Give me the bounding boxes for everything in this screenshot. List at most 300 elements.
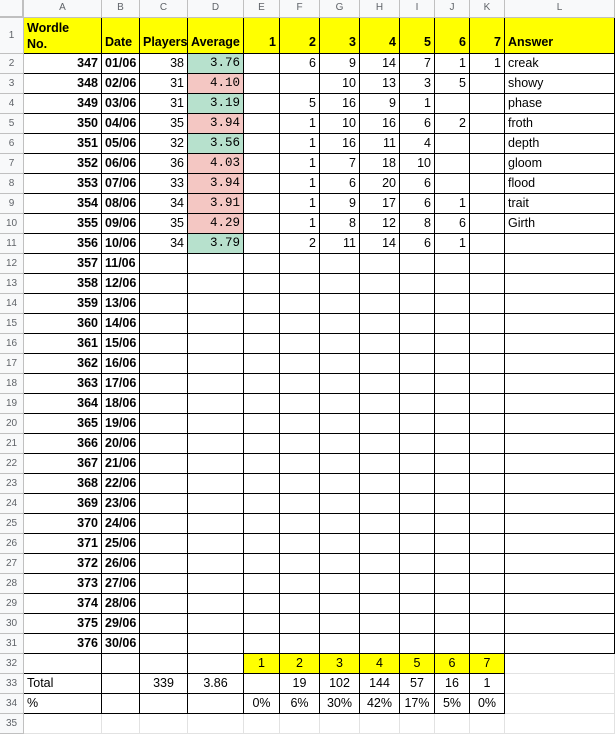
answer-cell[interactable] (505, 294, 615, 314)
guess-7-cell[interactable] (470, 294, 505, 314)
guess-1-cell[interactable] (244, 74, 280, 94)
average-cell[interactable] (188, 574, 244, 594)
row-header[interactable]: 35 (0, 714, 24, 734)
average-cell[interactable] (188, 374, 244, 394)
guess-2-cell[interactable]: 1 (280, 114, 320, 134)
guess-7-cell[interactable] (470, 374, 505, 394)
guess-1-cell[interactable] (244, 374, 280, 394)
average-cell[interactable] (188, 614, 244, 634)
guess-4-cell[interactable] (360, 494, 400, 514)
guess-6-cell[interactable] (435, 474, 470, 494)
guess-3-cell[interactable]: 7 (320, 154, 360, 174)
guess-4-cell[interactable] (360, 534, 400, 554)
guess-2-cell[interactable] (280, 374, 320, 394)
guess-6-cell[interactable] (435, 334, 470, 354)
answer-cell[interactable] (505, 274, 615, 294)
answer-cell[interactable]: showy (505, 74, 615, 94)
empty-cell[interactable] (140, 694, 188, 714)
guess-6-cell[interactable] (435, 454, 470, 474)
empty-cell[interactable] (400, 714, 435, 734)
guess-1-cell[interactable] (244, 274, 280, 294)
empty-cell[interactable] (24, 654, 102, 674)
answer-cell[interactable] (505, 614, 615, 634)
answer-cell[interactable] (505, 394, 615, 414)
guess-3-cell[interactable] (320, 494, 360, 514)
players-cell[interactable] (140, 494, 188, 514)
total-guess-2[interactable]: 19 (280, 674, 320, 694)
answer-cell[interactable]: depth (505, 134, 615, 154)
guess-5-cell[interactable] (400, 594, 435, 614)
guess-6-cell[interactable]: 2 (435, 114, 470, 134)
guess-2-cell[interactable]: 1 (280, 154, 320, 174)
guess-2-cell[interactable] (280, 354, 320, 374)
answer-cell[interactable]: Girth (505, 214, 615, 234)
guess-2-cell[interactable]: 5 (280, 94, 320, 114)
answer-cell[interactable] (505, 354, 615, 374)
column-header-b[interactable]: B (102, 0, 140, 18)
players-cell[interactable]: 32 (140, 134, 188, 154)
guess-5-cell[interactable] (400, 494, 435, 514)
percent-guess-1[interactable]: 0% (244, 694, 280, 714)
guess-1-cell[interactable] (244, 314, 280, 334)
summary-guess-1[interactable]: 1 (244, 654, 280, 674)
row-header[interactable]: 10 (0, 214, 24, 234)
average-cell[interactable] (188, 474, 244, 494)
guess-2-cell[interactable] (280, 614, 320, 634)
guess-4-cell[interactable] (360, 334, 400, 354)
guess-4-cell[interactable]: 17 (360, 194, 400, 214)
players-cell[interactable] (140, 274, 188, 294)
guess-4-cell[interactable]: 20 (360, 174, 400, 194)
guess-3-cell[interactable] (320, 354, 360, 374)
guess-7-cell[interactable] (470, 594, 505, 614)
wordle-number[interactable]: 361 (24, 334, 102, 354)
players-cell[interactable] (140, 434, 188, 454)
guess-7-cell[interactable] (470, 274, 505, 294)
total-guess-1[interactable] (244, 674, 280, 694)
percent-guess-3[interactable]: 30% (320, 694, 360, 714)
wordle-number[interactable]: 366 (24, 434, 102, 454)
guess-7-cell[interactable]: 1 (470, 54, 505, 74)
header-guess-5[interactable]: 5 (400, 18, 435, 54)
guess-7-cell[interactable] (470, 314, 505, 334)
row-header[interactable]: 6 (0, 134, 24, 154)
guess-1-cell[interactable] (244, 114, 280, 134)
wordle-number[interactable]: 356 (24, 234, 102, 254)
date-cell[interactable]: 01/06 (102, 54, 140, 74)
average-cell[interactable]: 4.29 (188, 214, 244, 234)
answer-cell[interactable] (505, 314, 615, 334)
players-cell[interactable] (140, 334, 188, 354)
players-cell[interactable] (140, 474, 188, 494)
total-guess-7[interactable]: 1 (470, 674, 505, 694)
summary-guess-3[interactable]: 3 (320, 654, 360, 674)
guess-2-cell[interactable]: 1 (280, 134, 320, 154)
guess-2-cell[interactable] (280, 254, 320, 274)
average-cell[interactable] (188, 354, 244, 374)
date-cell[interactable]: 02/06 (102, 74, 140, 94)
row-header[interactable]: 4 (0, 94, 24, 114)
guess-2-cell[interactable]: 1 (280, 174, 320, 194)
answer-cell[interactable] (505, 634, 615, 654)
percent-guess-6[interactable]: 5% (435, 694, 470, 714)
guess-3-cell[interactable] (320, 254, 360, 274)
guess-5-cell[interactable] (400, 374, 435, 394)
average-cell[interactable] (188, 274, 244, 294)
guess-6-cell[interactable] (435, 154, 470, 174)
average-cell[interactable] (188, 594, 244, 614)
date-cell[interactable]: 17/06 (102, 374, 140, 394)
empty-cell[interactable] (102, 654, 140, 674)
players-cell[interactable] (140, 454, 188, 474)
guess-6-cell[interactable] (435, 394, 470, 414)
answer-cell[interactable] (505, 374, 615, 394)
row-header[interactable]: 13 (0, 274, 24, 294)
players-cell[interactable]: 33 (140, 174, 188, 194)
guess-4-cell[interactable] (360, 434, 400, 454)
summary-guess-4[interactable]: 4 (360, 654, 400, 674)
guess-4-cell[interactable]: 12 (360, 214, 400, 234)
answer-cell[interactable]: flood (505, 174, 615, 194)
header-guess-6[interactable]: 6 (435, 18, 470, 54)
guess-7-cell[interactable] (470, 94, 505, 114)
guess-4-cell[interactable] (360, 614, 400, 634)
wordle-number[interactable]: 370 (24, 514, 102, 534)
guess-5-cell[interactable] (400, 254, 435, 274)
guess-4-cell[interactable] (360, 634, 400, 654)
average-cell[interactable] (188, 414, 244, 434)
guess-3-cell[interactable] (320, 334, 360, 354)
empty-cell[interactable] (470, 714, 505, 734)
wordle-number[interactable]: 371 (24, 534, 102, 554)
guess-4-cell[interactable] (360, 554, 400, 574)
players-cell[interactable] (140, 634, 188, 654)
guess-3-cell[interactable]: 10 (320, 74, 360, 94)
row-header[interactable]: 5 (0, 114, 24, 134)
guess-5-cell[interactable] (400, 534, 435, 554)
empty-cell[interactable] (505, 714, 615, 734)
guess-1-cell[interactable] (244, 494, 280, 514)
empty-cell[interactable] (140, 714, 188, 734)
guess-6-cell[interactable]: 5 (435, 74, 470, 94)
row-header[interactable]: 9 (0, 194, 24, 214)
guess-6-cell[interactable] (435, 134, 470, 154)
column-header-c[interactable]: C (140, 0, 188, 18)
answer-cell[interactable] (505, 414, 615, 434)
wordle-number[interactable]: 355 (24, 214, 102, 234)
guess-5-cell[interactable]: 6 (400, 174, 435, 194)
wordle-number[interactable]: 365 (24, 414, 102, 434)
players-cell[interactable] (140, 314, 188, 334)
guess-7-cell[interactable] (470, 394, 505, 414)
empty-cell[interactable] (244, 714, 280, 734)
wordle-number[interactable]: 349 (24, 94, 102, 114)
answer-cell[interactable] (505, 454, 615, 474)
guess-3-cell[interactable]: 11 (320, 234, 360, 254)
guess-7-cell[interactable] (470, 254, 505, 274)
answer-cell[interactable] (505, 534, 615, 554)
average-cell[interactable] (188, 454, 244, 474)
wordle-number[interactable]: 350 (24, 114, 102, 134)
average-cell[interactable] (188, 634, 244, 654)
guess-1-cell[interactable] (244, 54, 280, 74)
guess-7-cell[interactable] (470, 114, 505, 134)
guess-7-cell[interactable] (470, 414, 505, 434)
guess-4-cell[interactable] (360, 374, 400, 394)
header-guess-2[interactable]: 2 (280, 18, 320, 54)
guess-6-cell[interactable] (435, 374, 470, 394)
wordle-number[interactable]: 376 (24, 634, 102, 654)
guess-3-cell[interactable] (320, 274, 360, 294)
date-cell[interactable]: 28/06 (102, 594, 140, 614)
date-cell[interactable]: 06/06 (102, 154, 140, 174)
guess-5-cell[interactable] (400, 314, 435, 334)
guess-5-cell[interactable]: 8 (400, 214, 435, 234)
guess-4-cell[interactable]: 18 (360, 154, 400, 174)
total-players[interactable]: 339 (140, 674, 188, 694)
guess-7-cell[interactable] (470, 474, 505, 494)
guess-6-cell[interactable]: 6 (435, 214, 470, 234)
average-cell[interactable] (188, 534, 244, 554)
row-header[interactable]: 24 (0, 494, 24, 514)
row-header[interactable]: 18 (0, 374, 24, 394)
players-cell[interactable] (140, 574, 188, 594)
wordle-number[interactable]: 369 (24, 494, 102, 514)
guess-3-cell[interactable] (320, 314, 360, 334)
date-cell[interactable]: 23/06 (102, 494, 140, 514)
guess-2-cell[interactable]: 2 (280, 234, 320, 254)
guess-1-cell[interactable] (244, 634, 280, 654)
column-header-e[interactable]: E (244, 0, 280, 18)
average-cell[interactable]: 3.56 (188, 134, 244, 154)
guess-7-cell[interactable] (470, 574, 505, 594)
row-header[interactable]: 28 (0, 574, 24, 594)
wordle-number[interactable]: 360 (24, 314, 102, 334)
players-cell[interactable] (140, 294, 188, 314)
guess-1-cell[interactable] (244, 414, 280, 434)
guess-6-cell[interactable]: 1 (435, 54, 470, 74)
guess-3-cell[interactable] (320, 434, 360, 454)
row-header[interactable]: 22 (0, 454, 24, 474)
guess-1-cell[interactable] (244, 594, 280, 614)
guess-6-cell[interactable] (435, 494, 470, 514)
players-cell[interactable]: 31 (140, 94, 188, 114)
guess-2-cell[interactable] (280, 314, 320, 334)
guess-5-cell[interactable] (400, 354, 435, 374)
guess-1-cell[interactable] (244, 434, 280, 454)
guess-2-cell[interactable] (280, 474, 320, 494)
guess-4-cell[interactable] (360, 294, 400, 314)
players-cell[interactable] (140, 594, 188, 614)
guess-3-cell[interactable]: 9 (320, 194, 360, 214)
answer-cell[interactable] (505, 234, 615, 254)
date-cell[interactable]: 05/06 (102, 134, 140, 154)
date-cell[interactable]: 25/06 (102, 534, 140, 554)
answer-cell[interactable]: creak (505, 54, 615, 74)
guess-7-cell[interactable] (470, 634, 505, 654)
guess-1-cell[interactable] (244, 134, 280, 154)
guess-3-cell[interactable] (320, 474, 360, 494)
guess-4-cell[interactable] (360, 254, 400, 274)
guess-7-cell[interactable] (470, 214, 505, 234)
guess-7-cell[interactable] (470, 194, 505, 214)
wordle-number[interactable]: 372 (24, 554, 102, 574)
guess-6-cell[interactable] (435, 354, 470, 374)
guess-5-cell[interactable]: 10 (400, 154, 435, 174)
guess-2-cell[interactable] (280, 554, 320, 574)
header-guess-3[interactable]: 3 (320, 18, 360, 54)
percent-label[interactable]: % (24, 694, 102, 714)
guess-3-cell[interactable]: 10 (320, 114, 360, 134)
guess-7-cell[interactable] (470, 554, 505, 574)
date-cell[interactable]: 04/06 (102, 114, 140, 134)
guess-3-cell[interactable] (320, 454, 360, 474)
date-cell[interactable]: 14/06 (102, 314, 140, 334)
guess-2-cell[interactable]: 6 (280, 54, 320, 74)
guess-1-cell[interactable] (244, 614, 280, 634)
guess-1-cell[interactable] (244, 294, 280, 314)
percent-guess-7[interactable]: 0% (470, 694, 505, 714)
wordle-number[interactable]: 367 (24, 454, 102, 474)
guess-1-cell[interactable] (244, 94, 280, 114)
guess-1-cell[interactable] (244, 574, 280, 594)
guess-3-cell[interactable]: 16 (320, 94, 360, 114)
average-cell[interactable] (188, 494, 244, 514)
guess-4-cell[interactable]: 9 (360, 94, 400, 114)
wordle-number[interactable]: 358 (24, 274, 102, 294)
wordle-number[interactable]: 348 (24, 74, 102, 94)
guess-7-cell[interactable] (470, 534, 505, 554)
summary-guess-7[interactable]: 7 (470, 654, 505, 674)
guess-3-cell[interactable] (320, 514, 360, 534)
players-cell[interactable]: 35 (140, 114, 188, 134)
header-average[interactable]: Average (188, 18, 244, 54)
guess-3-cell[interactable] (320, 614, 360, 634)
summary-guess-6[interactable]: 6 (435, 654, 470, 674)
row-header[interactable]: 1 (0, 18, 24, 54)
guess-4-cell[interactable]: 14 (360, 234, 400, 254)
players-cell[interactable] (140, 554, 188, 574)
guess-7-cell[interactable] (470, 354, 505, 374)
guess-6-cell[interactable] (435, 254, 470, 274)
percent-guess-4[interactable]: 42% (360, 694, 400, 714)
answer-cell[interactable]: phase (505, 94, 615, 114)
guess-5-cell[interactable] (400, 514, 435, 534)
header-guess-1[interactable]: 1 (244, 18, 280, 54)
row-header[interactable]: 11 (0, 234, 24, 254)
guess-6-cell[interactable] (435, 94, 470, 114)
total-guess-5[interactable]: 57 (400, 674, 435, 694)
total-guess-4[interactable]: 144 (360, 674, 400, 694)
column-header-h[interactable]: H (360, 0, 400, 18)
guess-7-cell[interactable] (470, 514, 505, 534)
guess-2-cell[interactable] (280, 534, 320, 554)
guess-2-cell[interactable] (280, 494, 320, 514)
guess-1-cell[interactable] (244, 174, 280, 194)
players-cell[interactable]: 38 (140, 54, 188, 74)
wordle-number[interactable]: 359 (24, 294, 102, 314)
players-cell[interactable]: 34 (140, 194, 188, 214)
guess-4-cell[interactable] (360, 274, 400, 294)
guess-6-cell[interactable] (435, 534, 470, 554)
wordle-number[interactable]: 368 (24, 474, 102, 494)
guess-2-cell[interactable] (280, 634, 320, 654)
row-header[interactable]: 15 (0, 314, 24, 334)
guess-1-cell[interactable] (244, 194, 280, 214)
guess-1-cell[interactable] (244, 454, 280, 474)
row-header[interactable]: 19 (0, 394, 24, 414)
header-players[interactable]: Players (140, 18, 188, 54)
answer-cell[interactable] (505, 514, 615, 534)
guess-1-cell[interactable] (244, 394, 280, 414)
average-cell[interactable]: 4.10 (188, 74, 244, 94)
guess-3-cell[interactable] (320, 574, 360, 594)
guess-6-cell[interactable] (435, 614, 470, 634)
date-cell[interactable]: 18/06 (102, 394, 140, 414)
empty-cell[interactable] (505, 694, 615, 714)
guess-6-cell[interactable] (435, 574, 470, 594)
guess-6-cell[interactable]: 1 (435, 234, 470, 254)
guess-6-cell[interactable] (435, 274, 470, 294)
row-header[interactable]: 31 (0, 634, 24, 654)
guess-7-cell[interactable] (470, 174, 505, 194)
date-cell[interactable]: 19/06 (102, 414, 140, 434)
percent-guess-5[interactable]: 17% (400, 694, 435, 714)
average-cell[interactable] (188, 554, 244, 574)
guess-7-cell[interactable] (470, 134, 505, 154)
guess-6-cell[interactable] (435, 174, 470, 194)
guess-4-cell[interactable] (360, 574, 400, 594)
guess-6-cell[interactable] (435, 514, 470, 534)
guess-3-cell[interactable] (320, 374, 360, 394)
average-cell[interactable] (188, 294, 244, 314)
guess-6-cell[interactable] (435, 314, 470, 334)
column-header-l[interactable]: L (505, 0, 615, 18)
percent-guess-2[interactable]: 6% (280, 694, 320, 714)
date-cell[interactable]: 11/06 (102, 254, 140, 274)
guess-5-cell[interactable]: 3 (400, 74, 435, 94)
guess-2-cell[interactable] (280, 454, 320, 474)
header-date[interactable]: Date (102, 18, 140, 54)
wordle-number[interactable]: 353 (24, 174, 102, 194)
empty-cell[interactable] (320, 714, 360, 734)
players-cell[interactable]: 35 (140, 214, 188, 234)
guess-5-cell[interactable] (400, 614, 435, 634)
guess-2-cell[interactable] (280, 434, 320, 454)
header-answer[interactable]: Answer (505, 18, 615, 54)
guess-4-cell[interactable] (360, 354, 400, 374)
guess-6-cell[interactable] (435, 294, 470, 314)
guess-7-cell[interactable] (470, 154, 505, 174)
guess-5-cell[interactable] (400, 334, 435, 354)
guess-2-cell[interactable]: 1 (280, 214, 320, 234)
players-cell[interactable] (140, 534, 188, 554)
total-guess-6[interactable]: 16 (435, 674, 470, 694)
guess-5-cell[interactable] (400, 474, 435, 494)
guess-2-cell[interactable] (280, 334, 320, 354)
average-cell[interactable]: 3.91 (188, 194, 244, 214)
answer-cell[interactable] (505, 434, 615, 454)
date-cell[interactable]: 27/06 (102, 574, 140, 594)
total-label[interactable]: Total (24, 674, 102, 694)
empty-cell[interactable] (102, 674, 140, 694)
guess-6-cell[interactable] (435, 554, 470, 574)
guess-2-cell[interactable] (280, 74, 320, 94)
guess-5-cell[interactable] (400, 414, 435, 434)
guess-7-cell[interactable] (470, 234, 505, 254)
date-cell[interactable]: 20/06 (102, 434, 140, 454)
row-header[interactable]: 27 (0, 554, 24, 574)
